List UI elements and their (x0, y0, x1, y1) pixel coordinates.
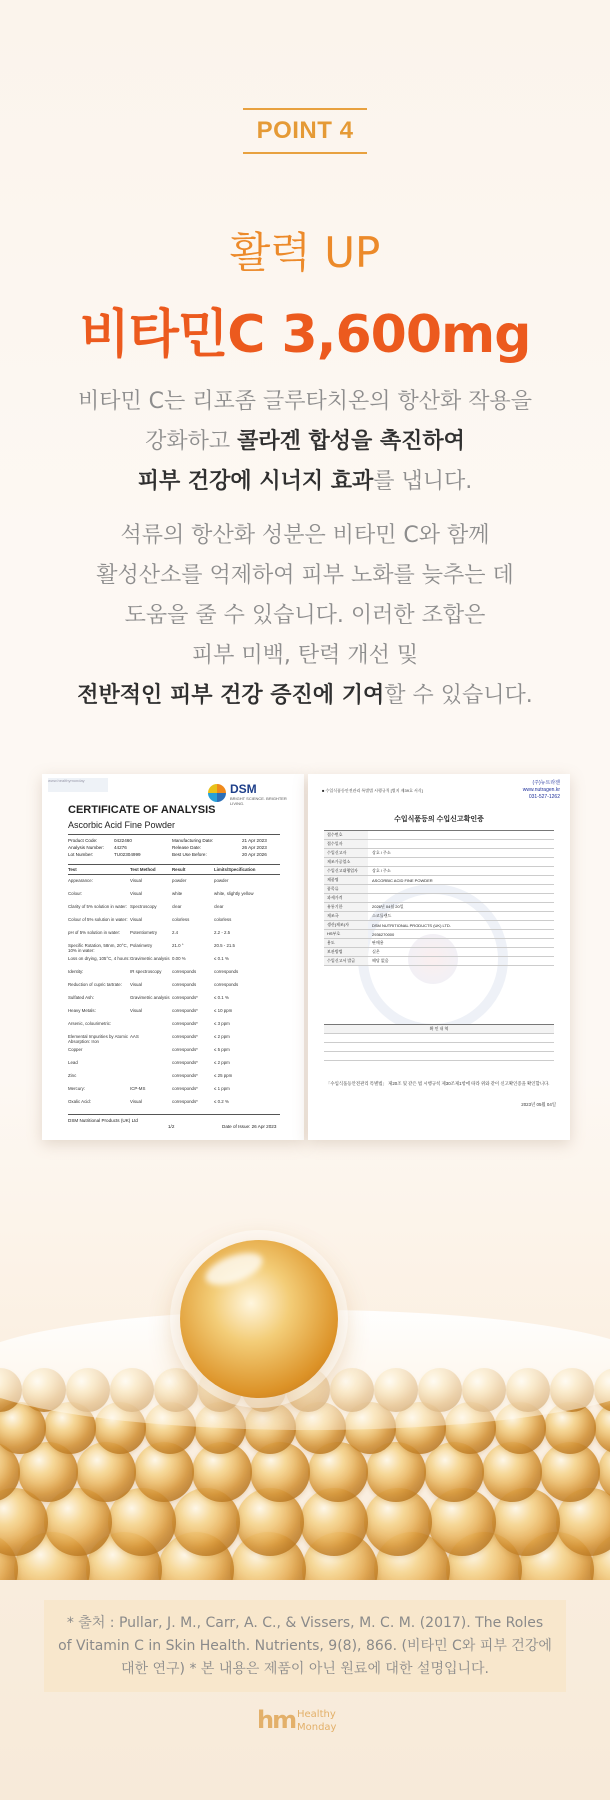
declaration-label: 생산(제조)자 (324, 921, 368, 929)
brand-logo-line2: Monday (297, 1722, 337, 1733)
coa-cell: ICP-MS (130, 1086, 146, 1091)
coa-cell (130, 1060, 172, 1065)
declaration-value: 2026년 04월 20일 (372, 904, 404, 909)
declaration-row (324, 930, 554, 939)
coa-table-row (68, 1086, 280, 1091)
coa-cell: powder (172, 878, 187, 883)
coa-cell: Zinc (68, 1073, 77, 1078)
coa-cell: 20.5 - 21.5 (214, 943, 235, 948)
declaration-label: 보관방법 (324, 948, 368, 956)
coa-cell: ≤ 0.2 % (214, 1099, 229, 1104)
coa-table-row (68, 943, 280, 953)
declaration-row (324, 894, 554, 903)
form-date: 2023년 05월 04일 (521, 1102, 556, 1107)
coa-cell: white, slightly yellow (214, 891, 254, 896)
coa-cell: ≤ 5 ppm (214, 1047, 230, 1052)
coa-cell: Gravimetric analysis (130, 995, 170, 1000)
coa-cell: Visual (130, 878, 142, 883)
coa-table-row (68, 1073, 280, 1078)
para2-line5-plain: 할 수 있습니다. (384, 683, 533, 708)
coa-table-row (68, 891, 280, 896)
coa-cell: powder (214, 878, 229, 883)
para2-line2: 활성산소를 억제하여 피부 노화를 늦추는 데 (96, 563, 514, 588)
coa-cell: Oxalic Acid: (68, 1099, 91, 1104)
para2-line5 (40, 676, 570, 716)
declaration-label: 제조국 (324, 912, 368, 920)
coa-cell: corresponds* (172, 1008, 198, 1013)
declaration-label: 품목류 (324, 885, 368, 893)
coa-table-row (68, 904, 280, 909)
coa-cell: corresponds (214, 982, 239, 987)
para1-line3-plain: 를 냅니다. (373, 469, 473, 494)
coa-cell: corresponds (172, 969, 197, 974)
declaration-label: 수입신고서 발급 (324, 957, 368, 965)
coa-cell: ≤ 2 ppm (214, 1060, 230, 1065)
meta-analysis: 44276 (114, 845, 127, 850)
para1-line1: 비타민 C는 리포좀 글루타치온의 항산화 작용을 (77, 389, 533, 414)
meta-lot: TU02304999 (114, 852, 141, 857)
declaration-value: 실온 (372, 949, 380, 954)
coa-table-row (68, 1034, 280, 1044)
vitamin-capsule-icon (180, 1240, 338, 1398)
declaration-row (324, 957, 554, 966)
declaration-value: 해당 없음 (372, 958, 389, 963)
meta-bbf-label: Best Use Before: (172, 852, 207, 857)
point-badge: POINT 4 (243, 108, 367, 154)
coa-cell: Gravimetric analysis (130, 956, 170, 961)
coa-table-row (68, 1099, 280, 1104)
brand-logo-line1: Healthy (297, 1709, 336, 1720)
coa-cell: corresponds* (172, 1086, 198, 1091)
coa-cell: Sulfated Ash: (68, 995, 94, 1000)
form-header: ■ 수입식품등안전관리 특별법 시행규칙 [별지 제39호 서식] (322, 788, 423, 793)
coa-cell: corresponds (172, 982, 197, 987)
para1-line2-bold: 콜라겐 합성을 촉진하여 (237, 429, 465, 454)
declaration-label: 제품명 (324, 876, 368, 884)
declaration-label: 용도 (324, 939, 368, 947)
coa-footer-left: DSM Nutritional Products (UK) Ltd (68, 1118, 138, 1123)
declaration-label: 접수번호 (324, 831, 368, 839)
confirmation-title-row (324, 1025, 554, 1034)
coa-table-row (68, 969, 280, 974)
headline-main: 비타민C 3,600mg (79, 305, 531, 365)
coa-cell: Colour: (68, 891, 83, 896)
declaration-value: 스코틀랜드 (372, 913, 392, 918)
coa-cell: ≤ 10 ppm (214, 1008, 233, 1013)
coa-cell: corresponds* (172, 995, 198, 1000)
coa-cell: corresponds* (172, 1099, 198, 1104)
declaration-value: DSM NUTRITIONAL PRODUCTS (UK) LTD. (372, 922, 451, 928)
declaration-row (324, 876, 554, 885)
certificate-of-analysis-card (42, 774, 304, 1140)
para2-line5-bold: 전반적인 피부 건강 증진에 기여 (77, 683, 385, 708)
para2-line1: 석류의 항산화 성분은 비타민 C와 함께 (120, 523, 490, 548)
declaration-row (324, 912, 554, 921)
coa-cell: Identity: (68, 969, 84, 974)
coa-cell: colorless (214, 917, 232, 922)
coa-cell: Elemental Impurities by Atomic Absorption: Iron (68, 1034, 129, 1044)
coa-subtitle: Ascorbic Acid Fine Powder (68, 820, 176, 830)
declaration-label: 접수일자 (324, 840, 368, 848)
coa-cell: Polarimetry (130, 943, 153, 948)
stamp-url: www.nutragen.kr (522, 787, 560, 793)
declaration-row (324, 885, 554, 894)
coa-cell: ≤ 2 ppm (214, 1034, 230, 1039)
declaration-row (324, 948, 554, 957)
declaration-row (324, 831, 554, 840)
meta-mfg: 21 Apr 2023 (242, 838, 267, 843)
coa-cell: white (172, 891, 183, 896)
coa-table-row (68, 930, 280, 935)
company-stamp (523, 780, 560, 801)
coa-table-row (68, 982, 280, 987)
coa-cell: Appearance: (68, 878, 93, 883)
brand-logo (257, 1706, 353, 1736)
coa-cell: AAS (130, 1034, 139, 1039)
declaration-label: 수입신고대행업자 (324, 867, 368, 875)
declaration-value: 상호 / 주소 (372, 868, 391, 873)
meta-product-code-label: Product Code: (68, 838, 98, 843)
declaration-table (324, 830, 554, 966)
coa-divider (68, 864, 280, 865)
coa-table-header (68, 867, 280, 872)
declaration-value: 상호 / 주소 (372, 850, 391, 855)
coa-cell: Potentiometry (130, 930, 158, 935)
coa-cell: clear (172, 904, 182, 909)
coa-cell: ≤ 0.1 % (214, 956, 229, 961)
coa-cell: 21.0 ° (172, 943, 184, 948)
declaration-label: 과세가격 (324, 894, 368, 902)
coa-cell: pH of 5% solution in water: (68, 930, 121, 935)
coa-cell: corresponds* (172, 1060, 198, 1065)
coa-cell: Visual (130, 982, 142, 987)
coa-cell: corresponds* (172, 1021, 198, 1026)
coa-cell: Visual (130, 1008, 142, 1013)
confirmation-title: 확 인 내 역 (429, 1026, 449, 1031)
coa-cell: ≤ 1 ppm (214, 1086, 230, 1091)
confirmation-row (324, 1043, 554, 1052)
coa-divider (68, 874, 280, 875)
coa-table-row (68, 1021, 280, 1026)
confirmation-row (324, 1034, 554, 1043)
meta-lot-label: Lot Number: (68, 852, 94, 857)
paragraph-pomegranate (40, 516, 570, 716)
coa-divider (68, 1114, 280, 1115)
coa-cell: Visual (130, 917, 142, 922)
headline-sub: 활력 UP (229, 228, 381, 277)
declaration-row (324, 867, 554, 876)
header-test: Test (68, 867, 77, 872)
coa-cell: Arsenic, colourimetric: (68, 1021, 112, 1026)
coa-table-row (68, 878, 280, 883)
meta-release-label: Release Date: (172, 845, 202, 850)
declaration-value: 판매용 (372, 940, 384, 945)
coa-table-row (68, 995, 280, 1000)
source-citation: * 출처 : Pullar, J. M., Carr, A. C., & Vissers, M. C. M. (2017). The Roles of Vitamin C in Skin Health. Nutrients, 9(8), 866. (비타민 C와 피부 건강에 대한 연구) * 본 내용은 제품이 아닌 원료에 대한 설명입니다. (44, 1600, 566, 1692)
meta-mfg-label: Manufacturing Date: (172, 838, 214, 843)
declaration-label: 수입신고자 (324, 849, 368, 857)
coa-cell: Spectroscopy (130, 904, 157, 909)
form-note: 「수입식품등안전관리 특별법」 제20조 및 같은 법 시행규칙 제30조제1항에 따라 위와 같이 신고확인증을 확인합니다. (326, 1081, 550, 1086)
coa-table-row (68, 1060, 280, 1065)
dsm-logo-icon (208, 784, 226, 802)
header-result: Result (172, 867, 186, 872)
coa-cell: corresponds* (172, 1034, 198, 1039)
meta-release: 26 Apr 2023 (242, 845, 267, 850)
coa-cell: Visual (130, 1099, 142, 1104)
confirmation-row (324, 1052, 554, 1061)
para1-line2 (40, 422, 570, 462)
para2-line3: 도움을 줄 수 있습니다. 이러한 조합은 (124, 603, 486, 628)
para2-line4: 피부 미백, 탄력 개선 및 (191, 643, 419, 668)
coa-cell: clear (214, 904, 224, 909)
declaration-value: ASCORBIC ACID FINE POWDER (372, 877, 433, 883)
declaration-row (324, 903, 554, 912)
declaration-label: 유통기한 (324, 903, 368, 911)
declaration-row (324, 849, 554, 858)
coa-cell: corresponds* (172, 1047, 198, 1052)
para1-line3-bold: 피부 건강에 시너지 효과 (137, 469, 374, 494)
coa-divider (68, 834, 280, 835)
coa-cell (130, 1021, 172, 1026)
declaration-row (324, 921, 554, 930)
coa-cell: Mercury: (68, 1086, 86, 1091)
coa-title: CERTIFICATE OF ANALYSIS (68, 804, 216, 816)
confirmation-table (324, 1024, 554, 1061)
header-method: Test Method (130, 867, 156, 872)
coa-cell: corresponds (214, 969, 239, 974)
coa-table-row (68, 956, 280, 961)
declaration-label: 제조가공업소 (324, 858, 368, 866)
coa-cell: Copper (68, 1047, 83, 1052)
declaration-row (324, 858, 554, 867)
paragraph-vitamin-c (40, 382, 570, 502)
coa-cell: corresponds* (172, 1073, 198, 1078)
corner-watermark: www.healthymonday (48, 778, 108, 792)
coa-footer-right: Date of Issue: 26 Apr 2023 (222, 1124, 277, 1129)
coa-table-row (68, 1008, 280, 1013)
dsm-logo-tagline: BRIGHT SCIENCE. BRIGHTER LIVING. (230, 796, 287, 806)
stamp-name: (주)뉴트라젠 (532, 780, 560, 786)
meta-analysis-label: Analysis Number: (68, 845, 104, 850)
coa-cell: ≤ 25 ppm (214, 1073, 233, 1078)
coa-cell: Colour of 5% solution in water: (68, 917, 128, 922)
coa-cell: 2.2 - 2.5 (214, 930, 231, 935)
stamp-phone: 031-527-1262 (528, 794, 560, 800)
coa-cell: Heavy Metals: (68, 1008, 96, 1013)
coa-cell: ≤ 3 ppm (214, 1021, 230, 1026)
dsm-logo-text: DSM (230, 782, 257, 796)
golden-sphere-illustration (0, 1160, 610, 1580)
meta-bbf: 20 Apr 2026 (242, 852, 267, 857)
meta-product-code: 0422460 (114, 838, 132, 843)
dsm-logo (208, 782, 296, 808)
coa-cell: Clarity of 5% solution in water: (68, 904, 128, 909)
coa-cell (130, 1073, 172, 1078)
coa-cell: ≤ 0.1 % (214, 995, 229, 1000)
coa-cell: Loss on drying, 105°C, 4 hours: (68, 956, 130, 961)
coa-cell: IR spectroscopy (130, 969, 162, 974)
brand-logo-mark: hm (257, 1706, 296, 1734)
declaration-row (324, 840, 554, 849)
coa-cell: Reduction of cupric tartrate: (68, 982, 122, 987)
declaration-row (324, 939, 554, 948)
form-title: 수입식품등의 수입신고확인증 (394, 816, 484, 823)
header-limits: Limits/Specification (214, 867, 256, 872)
declaration-value: 2936270000 (372, 931, 395, 937)
coa-footer-page: 1/2 (168, 1124, 175, 1129)
coa-cell: 2.4 (172, 930, 179, 935)
coa-cell: Specific Rotation, 58nm, 20°C, 10% in water: (68, 943, 128, 953)
import-declaration-card (308, 774, 570, 1140)
declaration-label: HS부호 (324, 930, 368, 938)
coa-cell: 0.00 % (172, 956, 186, 961)
coa-cell: Visual (130, 891, 142, 896)
para1-line3 (40, 462, 570, 502)
coa-cell (130, 1047, 172, 1052)
coa-table-row (68, 1047, 280, 1052)
coa-cell: Lead (68, 1060, 78, 1065)
coa-cell: colorless (172, 917, 190, 922)
coa-table-row (68, 917, 280, 922)
para1-line2-plain: 강화하고 (145, 429, 238, 454)
